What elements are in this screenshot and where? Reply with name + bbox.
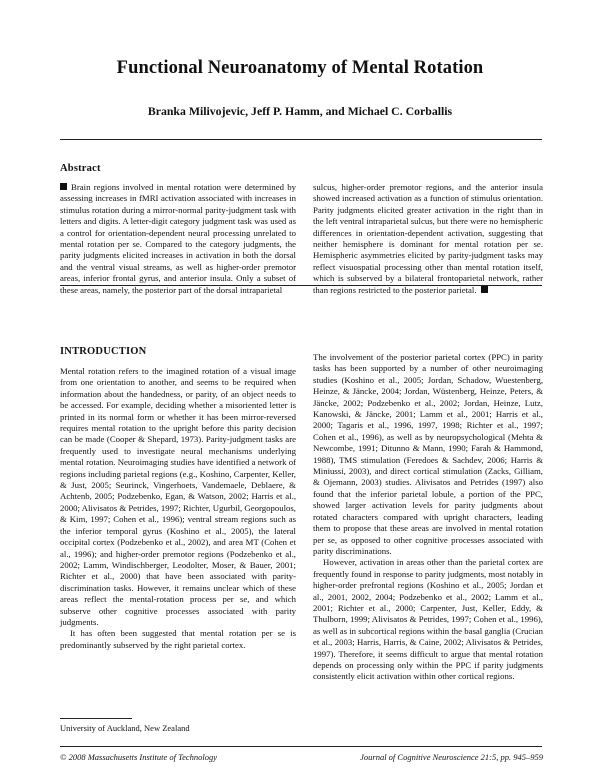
abstract-left-column	[60, 182, 296, 296]
journal-citation: Journal of Cognitive Neuroscience 21:5, pp. 945–959	[360, 752, 543, 762]
intro-paragraph: Mental rotation refers to the imagined rotation of a visual image from one orientation to another, and seems to be required when information about the handedness, or parity, of an object needs to be accessed. For example, deciding whether a misoriented letter is printed in its normal form or whether it has been mirror-reversed requires mental rotation to the upright before this parity decision can be made (Cooper & Shepard, 1973). Parity-judgment tasks are frequently used to investigate neural mechanisms underlying mental rotation. Neuroimaging studies have identified a network of regions including parietal regions (e.g., Koshino, Carpenter, Keller, & Just, 2005; Seurinck, Vingerhoets, Vandemaele, Deblaere, & Achtenb, 2005; Podzebenko, Egan, & Watson, 2002; Harris et al., 2000; Alivisatos & Petrides, 1997; Richter, Ugurbil, Georgopoulos, & Kim, 1997; Cohen et al., 1996); ventral stream regions such as the inferior temporal gyrus (Koshino et al., 2005), the lateral occipital cortex (Podzebenko et al., 2002), and area MT (Cohen et al., 1996); and higher-order premotor regions (Podzebenko et al., 2002; Lamm, Windischberger, Leodolter, Moser, & Bauer, 2001; Richter et al., 2000) that have been associated with parity-discrimination tasks. However, it remains unclear which of these areas reflect the mental-rotation process per se, and which subserve other cognitive processes associated with parity judgments.	[60, 366, 296, 627]
intro-paragraph: However, activation in areas other than the parietal cortex are frequently found in response to parity judgments, most notably in higher-order prefrontal regions (Koshino et al., 2005; Jordan et al., 2001, 2002, 2004; Podzebenko et al., 2002; Lamm et al., 2001; Richter et al., 2000; Carpenter, Just, Keller, Eddy, & Thulborn, 1999; Alivisatos & Petrides, 1997; Cohen et al., 1996), as well as in subcortical regions within the basal ganglia (Crucian et al., 2003; Harris, Harris, & Caine, 2002; Alivisatos & Petrides, 1997). Therefore, it seems difficult to argue that mental rotation depends on processing only within the PPC if parity judgments consistently elicit activation within other cortical regions.	[313, 557, 543, 682]
footer-rule	[60, 746, 542, 747]
introduction-left-column	[60, 366, 296, 651]
abstract-bottom-rule	[60, 285, 542, 286]
intro-paragraph: It has often been suggested that mental rotation per se is predominantly subserved by the right parietal cortex.	[60, 628, 296, 650]
introduction-right-column	[313, 352, 543, 683]
introduction-heading: INTRODUCTION	[60, 346, 147, 357]
abstract-heading: Abstract	[60, 163, 101, 174]
abstract-left-text: Brain regions involved in mental rotation were determined by assessing increases in fMRI activation associated with increases in stimulus rotation during a mirror-normal parity-judgment task with letters and digits. A letter-digit category judgment task was used as a control for orientation-dependent neural processing unrelated to mental rotation per se. Compared to the category judgments, the parity judgments elicited increases in activation in both the dorsal and the ventral visual streams, as well as higher-order premotor areas, inferior frontal gyrus, and anterior insula. Only a subset of these areas, namely, the posterior part of the dorsal intraparietal	[60, 182, 296, 295]
affiliation-footnote: University of Auckland, New Zealand	[60, 723, 190, 733]
footnote-rule	[60, 718, 132, 719]
paper-title: Functional Neuroanatomy of Mental Rotation	[116, 58, 484, 78]
abstract-right-text: sulcus, higher-order premotor regions, and the anterior insula showed increased activation as a function of stimulus orientation. Parity judgments elicited greater activation in the right than in the left ventral intraparietal sulcus, but there were no hemispheric differences in orientation-dependent activation, suggesting that neither hemisphere is dominant for mental rotation per se. Hemispheric asymmetries elicited by parity-judgment tasks may reflect visuospatial processing other than mental rotation itself, which is subserved by a bilateral frontoparietal network, rather than regions restricted to the posterior parietal.	[313, 182, 543, 295]
top-rule	[60, 139, 542, 140]
abstract-end-square-icon	[481, 286, 488, 293]
abstract-right-column	[313, 182, 543, 296]
author-list: Branka Milivojevic, Jeff P. Hamm, and Michael C. Corballis	[147, 104, 453, 118]
abstract-start-square-icon	[60, 183, 67, 190]
intro-paragraph: The involvement of the posterior parietal cortex (PPC) in parity tasks has been supported by a number of other neuroimaging studies (Koshino et al., 2005; Jordan, Schadow, Wuestenberg, Heinze, & Jäncke, 2004; Jordan, Wüstenberg, Heinze, Peters, & Jäncke, 2002; Podzebenko et al., 2002; Jordan, Heinze, Lutz, Kanowski, & Jäncke, 2001; Lamm et al., 2001; Harris et al., 2000; Tagaris et al., 1996, 1997, 1998; Richter et al., 1997; Cohen et al., 1996), as well as by neuropsychological (Mehta & Newcombe, 1991; Ditunno & Mann, 1990; Farah & Hammond, 1988), TMS stimulation (Feredoes & Sachdev, 2006; Harris & Miniussi, 2003), and direct cortical stimulation (Zacks, Gilliam, & Ojemann, 2003) studies. Alivisatos and Petrides (1997) also found that the inferior parietal lobule, a portion of the PPC, showed larger activation levels for parity judgments about rotated characters compared with upright characters, leading them to propose that these areas are involved in mental rotation per se, as opposed to other cognitive processes associated with parity discriminations.	[313, 352, 543, 556]
copyright-line: © 2008 Massachusetts Institute of Technology	[60, 752, 218, 762]
